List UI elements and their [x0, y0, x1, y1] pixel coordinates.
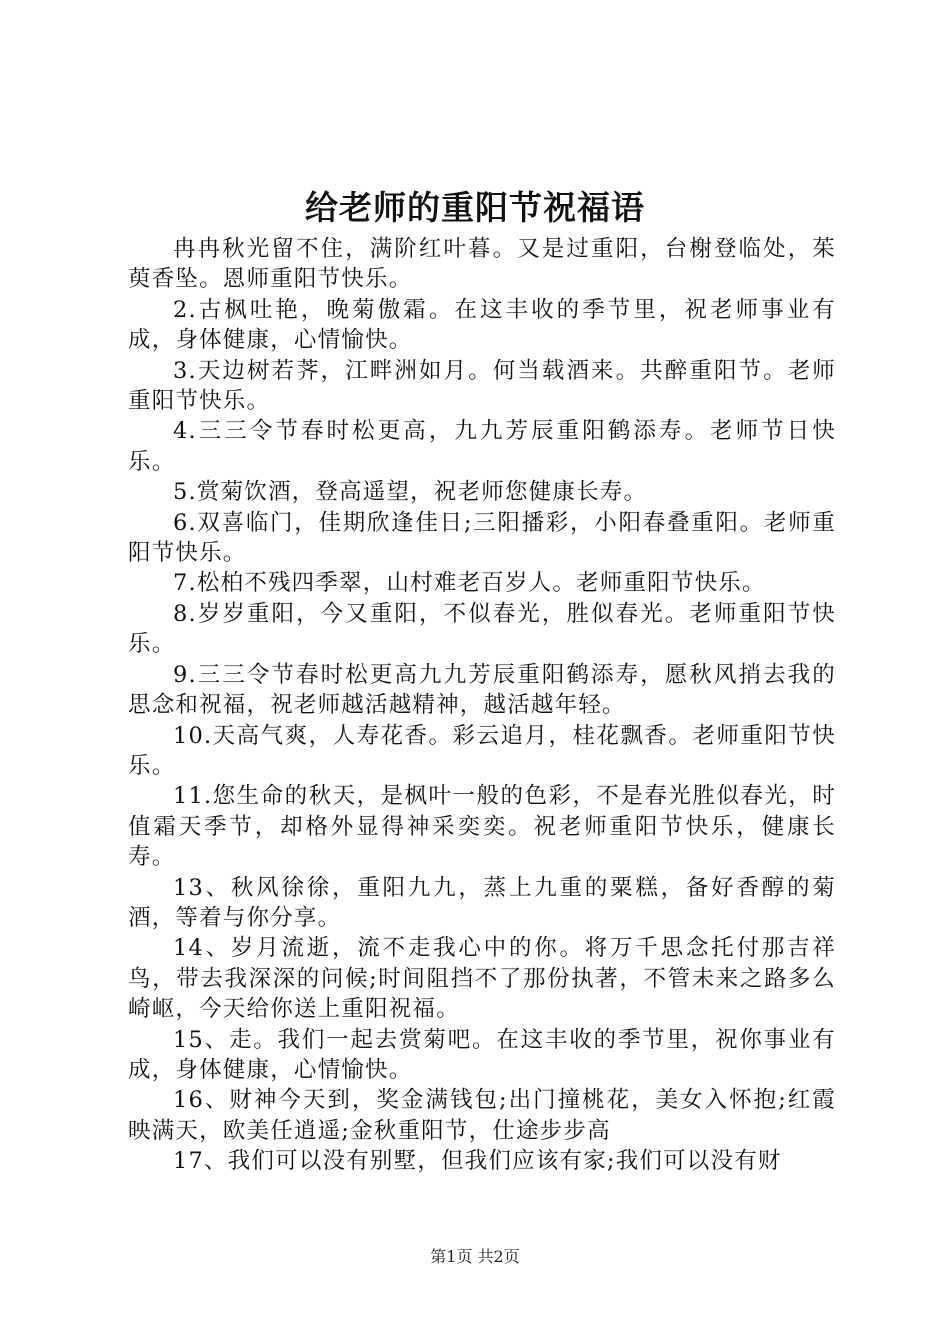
paragraph: 5.赏菊饮酒，登高遥望，祝老师您健康长寿。: [173, 479, 648, 506]
paragraph: 10.天高气爽，人寿花香。彩云追月，桂花飘香。老师重阳节快乐。: [128, 722, 836, 779]
paragraph: 冉冉秋光留不住，满阶红叶暮。又是过重阳，台榭登临处，茱萸香坠。恩师重阳节快乐。: [128, 236, 836, 293]
page-footer: 第1页 共2页: [430, 1247, 520, 1266]
paragraph: 8.岁岁重阳，今又重阳，不似春光，胜似春光。老师重阳节快乐。: [128, 600, 836, 658]
paragraph: 11.您生命的秋天，是枫叶一般的色彩，不是春光胜似春光，时值霜天季节，却格外显得神采奕奕。祝老师重阳节快乐，健康长寿。: [128, 783, 836, 871]
paragraph: 7.松柏不残四季翠，山村难老百岁人。老师重阳节快乐。: [173, 570, 766, 597]
paragraph: 2.古枫吐艳，晚菊傲霜。在这丰收的季节里，祝老师事业有成，身体健康，心情愉快。: [128, 296, 836, 354]
paragraph: 9.三三令节春时松更高九九芳辰重阳鹤添寿，愿秋风捎去我的思念和祝福，祝老师越活越精神，越活越年轻。: [128, 661, 836, 719]
paragraph: 13、秋风徐徐，重阳九九，蒸上九重的粟糕，备好香醇的菊酒，等着与你分享。: [128, 874, 836, 931]
paragraph: 3.天边树若荠，江畔洲如月。何当载酒来。共醉重阳节。老师重阳节快乐。: [128, 357, 836, 415]
paragraph: 4.三三令节春时松更高，九九芳辰重阳鹤添寿。老师节日快乐。: [128, 418, 836, 475]
paragraph: 6.双喜临门，佳期欣逢佳日;三阳播彩，小阳春叠重阳。老师重阳节快乐。: [128, 509, 836, 567]
document-title: 给老师的重阳节祝福语: [305, 188, 645, 227]
paragraph: 15、走。我们一起去赏菊吧。在这丰收的季节里，祝你事业有成，身体健康，心情愉快。: [128, 1026, 836, 1083]
paragraph: 14、岁月流逝，流不走我心中的你。将万千思念托付那吉祥鸟，带去我深深的问候;时间阻挡不了那份执著，不管未来之路多么崎岖，今天给你送上重阳祝福。: [128, 935, 836, 1023]
paragraph: 16、财神今天到，奖金满钱包;出门撞桃花，美女入怀抱;红霞映满天，欧美任逍遥;金秋重阳节，仕途步步高: [128, 1087, 836, 1144]
document-body: [128, 234, 836, 1177]
paragraph: 17、我们可以没有别墅，但我们应该有家;我们可以没有财: [173, 1148, 782, 1175]
